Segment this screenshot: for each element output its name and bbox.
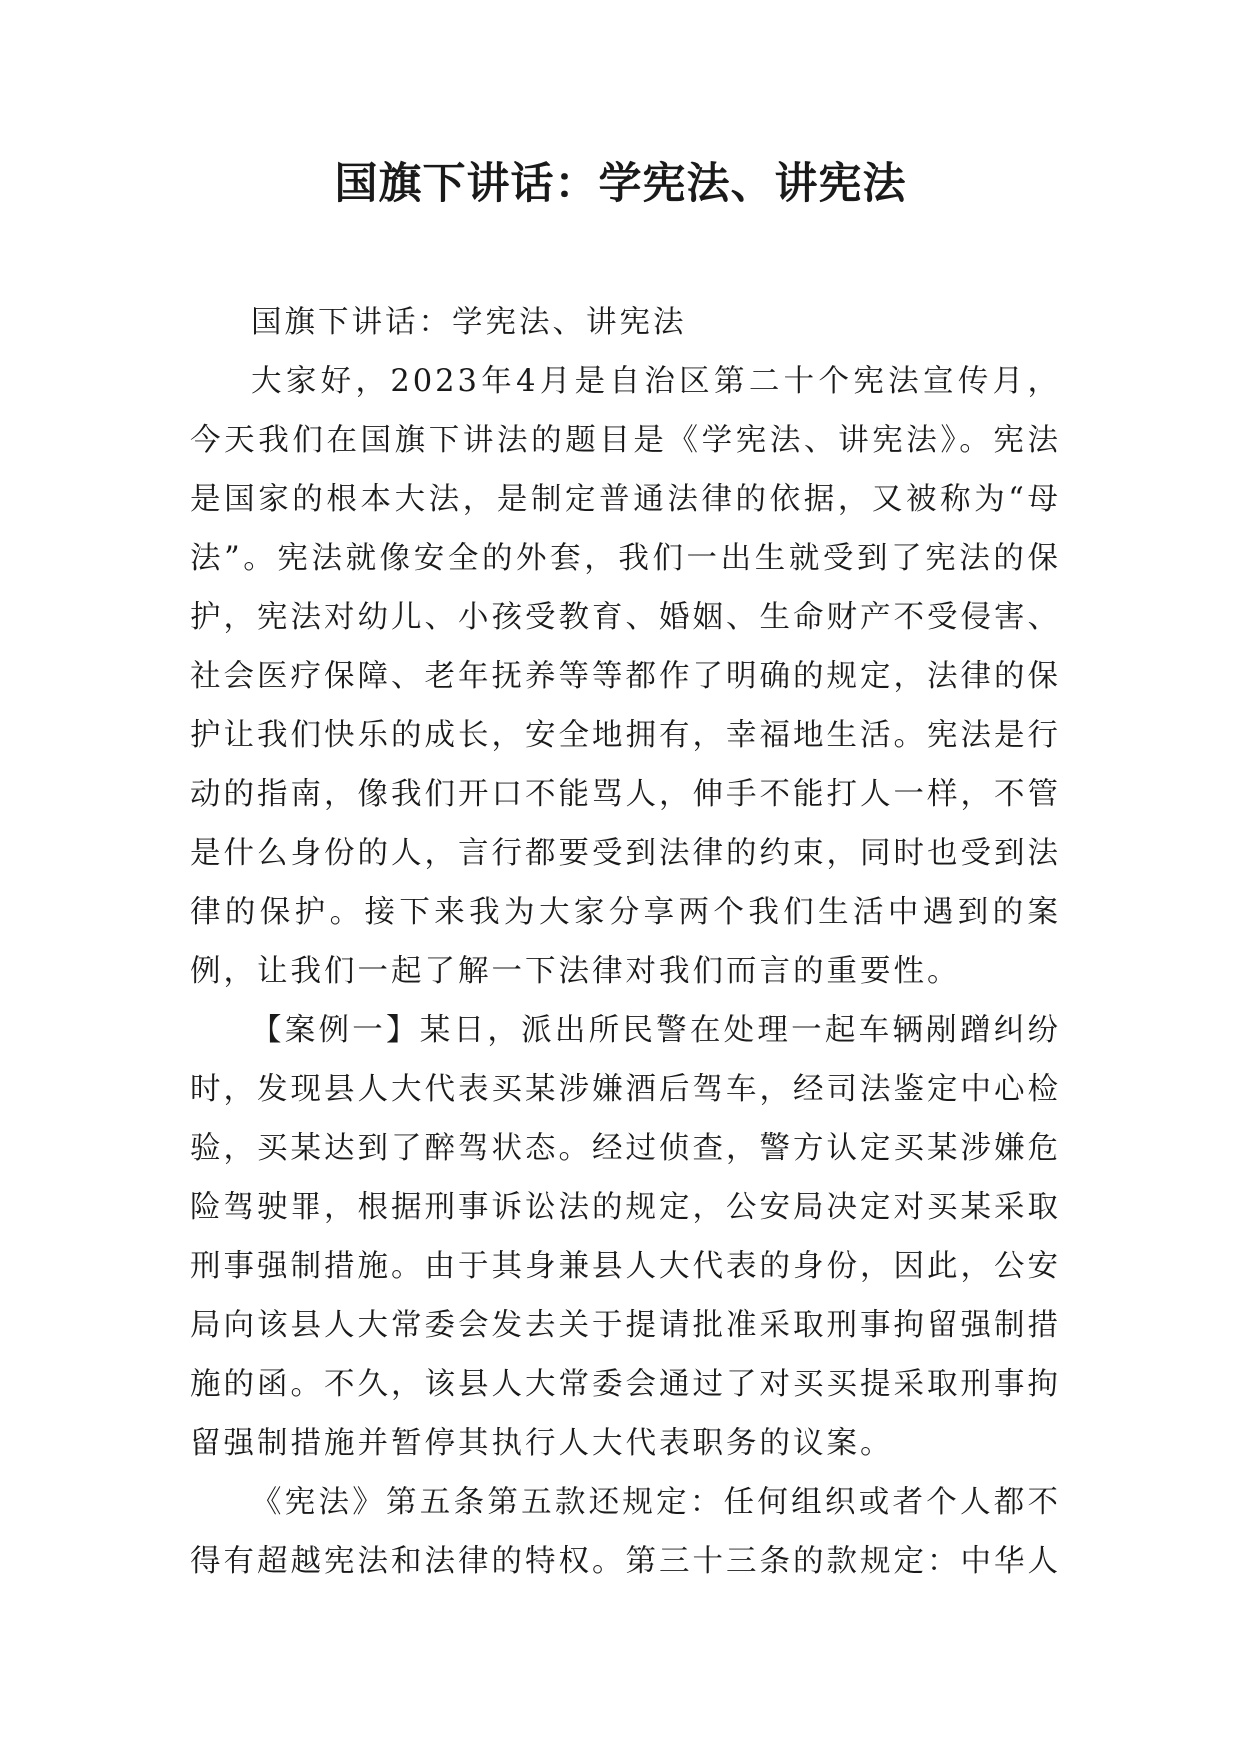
paragraph-case-one: 【案例一】某日，派出所民警在处理一起车辆剐蹭纠纷时，发现县人大代表买某涉嫌酒后驾车，经司法鉴定中心检验，买某达到了醉驾状态。经过侦查，警方认定买某涉嫌危险驾驶罪，根据刑事诉讼法的规定，公安局决定对买某采取刑事强制措施。由于其身兼县人大代表的身份，因此，公安局向该县人大常委会发去关于提请批准采取刑事拘留强制措施的函。不久，该县人大常委会通过了对买买提采取刑事拘留强制措施并暂停其执行人大代表职务的议案。 [190,1013,1061,1461]
paragraph-constitution-article: 《宪法》第五条第五款还规定：任何组织或者个人都不得有超越宪法和法律的特权。第三十三条的款规定：中华人 [190,1485,1061,1579]
paragraph-intro-title: 国旗下讲话：学宪法、讲宪法 [251,305,687,340]
document-title: 国旗下讲话：学宪法、讲宪法 [334,159,907,209]
document-body [190,293,1061,1591]
paragraph-greeting: 大家好，2023年4月是自治区第二十个宪法宣传月，今天我们在国旗下讲法的题目是《学宪法、讲宪法》。宪法是国家的根本大法，是制定普通法律的依据，又被称为“母法”。宪法就像安全的外套，我们一出生就受到了宪法的保护，宪法对幼儿、小孩受教育、婚姻、生命财产不受侵害、社会医疗保障、老年抚养等等都作了明确的规定，法律的保护让我们快乐的成长，安全地拥有，幸福地生活。宪法是行动的指南，像我们开口不能骂人，伸手不能打人一样，不管是什么身份的人，言行都要受到法律的约束，同时也受到法律的保护。接下来我为大家分享两个我们生活中遇到的案例，让我们一起了解一下法律对我们而言的重要性。 [190,364,1061,989]
